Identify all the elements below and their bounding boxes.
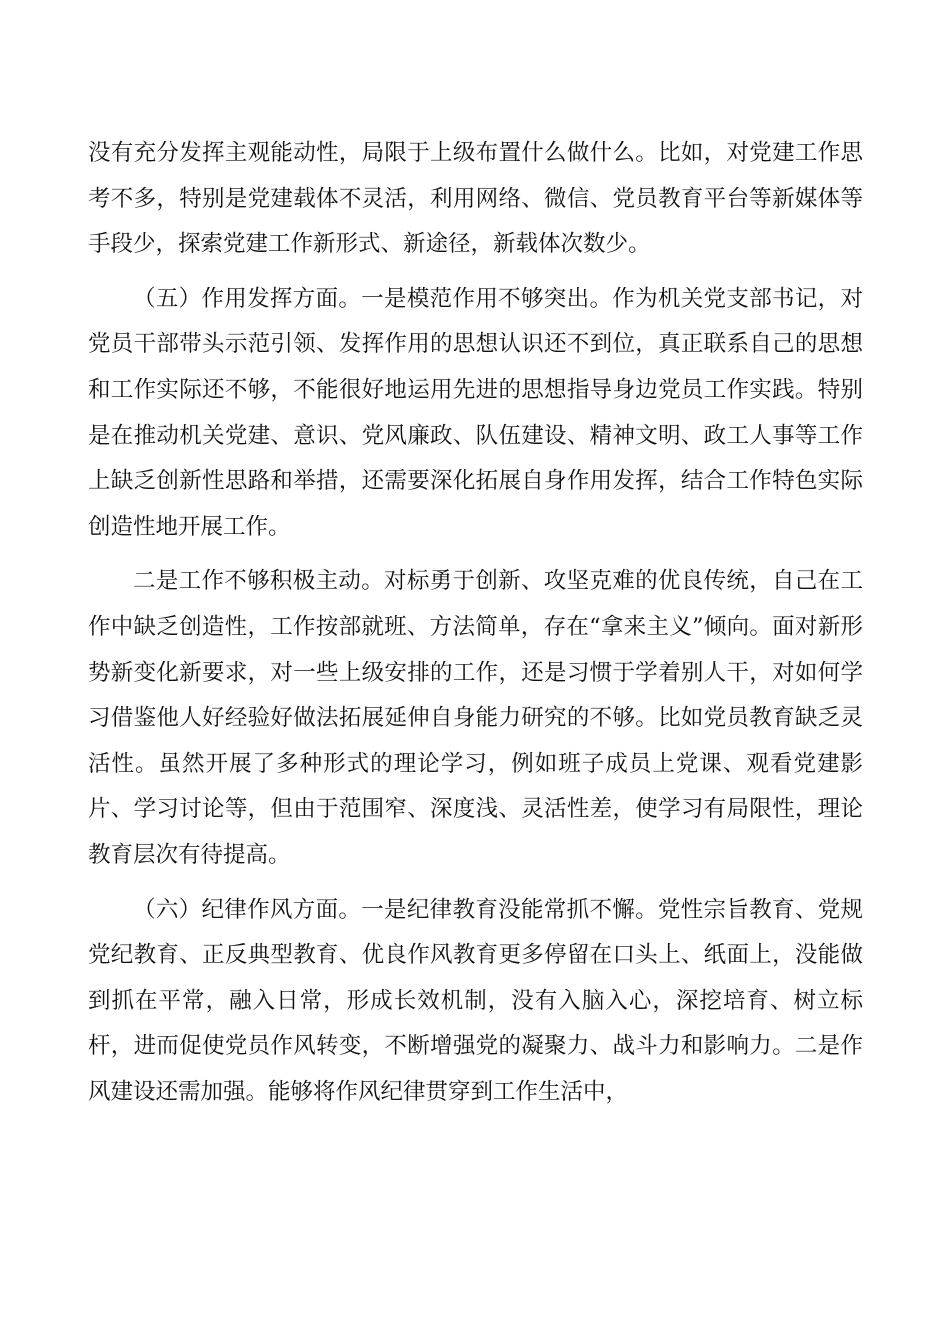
document-page <box>88 131 863 1115</box>
paragraph-section-five: （五）作用发挥方面。一是模范作用不够突出。作为机关党支部书记，对党员干部带头示范引领、发挥作用的思想认识还不到位，真正联系自己的思想和工作实际还不够，不能很好地运用先进的思想指导身边党员工作实践。特别是在推动机关党建、意识、党风廉政、队伍建设、精神文明、政工人事等工作上缺乏创新性思路和举措，还需要深化拓展自身作用发挥，结合工作特色实际创造性地开展工作。 <box>88 285 863 540</box>
paragraph-continuation: 没有充分发挥主观能动性，局限于上级布置什么做什么。比如，对党建工作思考不多，特别是党建载体不灵活，利用网络、微信、党员教育平台等新媒体等手段少，探索党建工作新形式、新途径，新载体次数少。 <box>88 140 863 258</box>
paragraph-section-six: （六）纪律作风方面。一是纪律教育没能常抓不懈。党性宗旨教育、党规党纪教育、正反典型教育、优良作风教育更多停留在口头上、纸面上，没能做到抓在平常，融入日常，形成长效机制，没有入脑入心，深挖培育、树立标杆，进而促使党员作风转变，不断增强党的凝聚力、战斗力和影响力。二是作风建设还需加强。能够将作风纪律贯穿到工作生活中， <box>88 896 863 1105</box>
paragraph-point-two: 二是工作不够积极主动。对标勇于创新、攻坚克难的优良传统，自己在工作中缺乏创造性，工作按部就班、方法简单，存在“拿来主义”倾向。面对新形势新变化新要求，对一些上级安排的工作，还是习惯于学着别人干，对如何学习借鉴他人好经验好做法拓展延伸自身能力研究的不够。比如党员教育缺乏灵活性。虽然开展了多种形式的理论学习，例如班子成员上党课、观看党建影片、学习讨论等，但由于范围窄、深度浅、灵活性差，使学习有局限性，理论教育层次有待提高。 <box>88 568 863 868</box>
